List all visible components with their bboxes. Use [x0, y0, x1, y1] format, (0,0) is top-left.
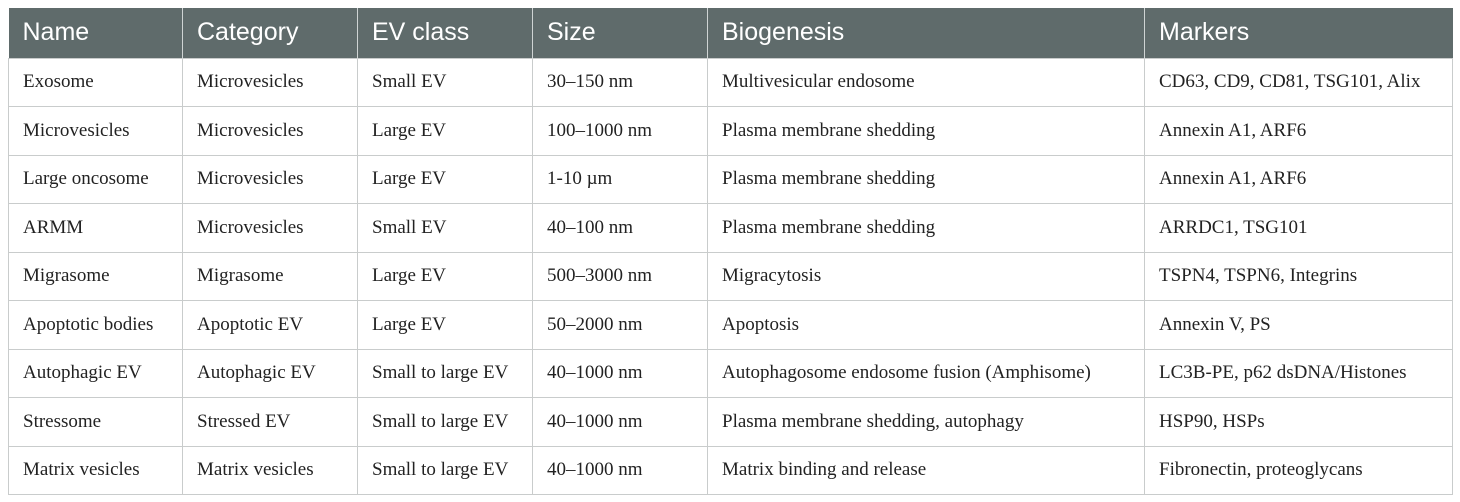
- table-body: [9, 58, 1453, 495]
- cell-ev-class: Small to large EV: [358, 398, 533, 447]
- cell-markers: LC3B-PE, p62 dsDNA/Histones: [1145, 349, 1453, 398]
- table-row: [9, 252, 1453, 301]
- cell-biogenesis: Multivesicular endosome: [708, 58, 1145, 107]
- table-row: [9, 58, 1453, 107]
- cell-name: Apoptotic bodies: [9, 301, 183, 350]
- cell-markers: ARRDC1, TSG101: [1145, 204, 1453, 253]
- column-header-biogenesis: Biogenesis: [708, 8, 1145, 58]
- cell-ev-class: Small EV: [358, 58, 533, 107]
- cell-size: 40–1000 nm: [533, 446, 708, 495]
- cell-markers: Fibronectin, proteoglycans: [1145, 446, 1453, 495]
- table-row: [9, 398, 1453, 447]
- cell-ev-class: Large EV: [358, 301, 533, 350]
- cell-size: 30–150 nm: [533, 58, 708, 107]
- cell-biogenesis: Matrix binding and release: [708, 446, 1145, 495]
- cell-category: Migrasome: [183, 252, 358, 301]
- cell-ev-class: Small EV: [358, 204, 533, 253]
- cell-name: Microvesicles: [9, 107, 183, 156]
- table-row: [9, 107, 1453, 156]
- cell-name: Autophagic EV: [9, 349, 183, 398]
- cell-biogenesis: Autophagosome endosome fusion (Amphisome): [708, 349, 1145, 398]
- cell-category: Microvesicles: [183, 204, 358, 253]
- cell-size: 40–100 nm: [533, 204, 708, 253]
- column-header-name: Name: [9, 8, 183, 58]
- cell-size: 1-10 µm: [533, 155, 708, 204]
- table-row: [9, 301, 1453, 350]
- cell-markers: Annexin V, PS: [1145, 301, 1453, 350]
- cell-category: Microvesicles: [183, 155, 358, 204]
- cell-category: Microvesicles: [183, 107, 358, 156]
- cell-size: 100–1000 nm: [533, 107, 708, 156]
- cell-biogenesis: Apoptosis: [708, 301, 1145, 350]
- cell-ev-class: Large EV: [358, 252, 533, 301]
- cell-category: Microvesicles: [183, 58, 358, 107]
- cell-markers: Annexin A1, ARF6: [1145, 107, 1453, 156]
- cell-markers: HSP90, HSPs: [1145, 398, 1453, 447]
- cell-name: Exosome: [9, 58, 183, 107]
- column-header-markers: Markers: [1145, 8, 1453, 58]
- cell-biogenesis: Plasma membrane shedding: [708, 107, 1145, 156]
- table-row: [9, 155, 1453, 204]
- cell-category: Apoptotic EV: [183, 301, 358, 350]
- cell-ev-class: Large EV: [358, 107, 533, 156]
- cell-markers: TSPN4, TSPN6, Integrins: [1145, 252, 1453, 301]
- column-header-ev-class: EV class: [358, 8, 533, 58]
- column-header-category: Category: [183, 8, 358, 58]
- cell-size: 500–3000 nm: [533, 252, 708, 301]
- table-header: [9, 8, 1453, 58]
- cell-name: Large oncosome: [9, 155, 183, 204]
- cell-size: 40–1000 nm: [533, 398, 708, 447]
- column-header-size: Size: [533, 8, 708, 58]
- cell-biogenesis: Plasma membrane shedding, autophagy: [708, 398, 1145, 447]
- cell-size: 40–1000 nm: [533, 349, 708, 398]
- cell-biogenesis: Plasma membrane shedding: [708, 204, 1145, 253]
- cell-name: Migrasome: [9, 252, 183, 301]
- ev-table-container: [8, 8, 1452, 495]
- cell-name: ARMM: [9, 204, 183, 253]
- cell-biogenesis: Plasma membrane shedding: [708, 155, 1145, 204]
- table-row: [9, 204, 1453, 253]
- table-row: [9, 349, 1453, 398]
- cell-category: Autophagic EV: [183, 349, 358, 398]
- cell-category: Matrix vesicles: [183, 446, 358, 495]
- cell-ev-class: Small to large EV: [358, 349, 533, 398]
- cell-name: Stressome: [9, 398, 183, 447]
- cell-category: Stressed EV: [183, 398, 358, 447]
- cell-name: Matrix vesicles: [9, 446, 183, 495]
- cell-biogenesis: Migracytosis: [708, 252, 1145, 301]
- cell-size: 50–2000 nm: [533, 301, 708, 350]
- cell-ev-class: Large EV: [358, 155, 533, 204]
- cell-ev-class: Small to large EV: [358, 446, 533, 495]
- cell-markers: CD63, CD9, CD81, TSG101, Alix: [1145, 58, 1453, 107]
- header-row: [9, 8, 1453, 58]
- ev-classification-table: [8, 8, 1453, 495]
- table-row: [9, 446, 1453, 495]
- cell-markers: Annexin A1, ARF6: [1145, 155, 1453, 204]
